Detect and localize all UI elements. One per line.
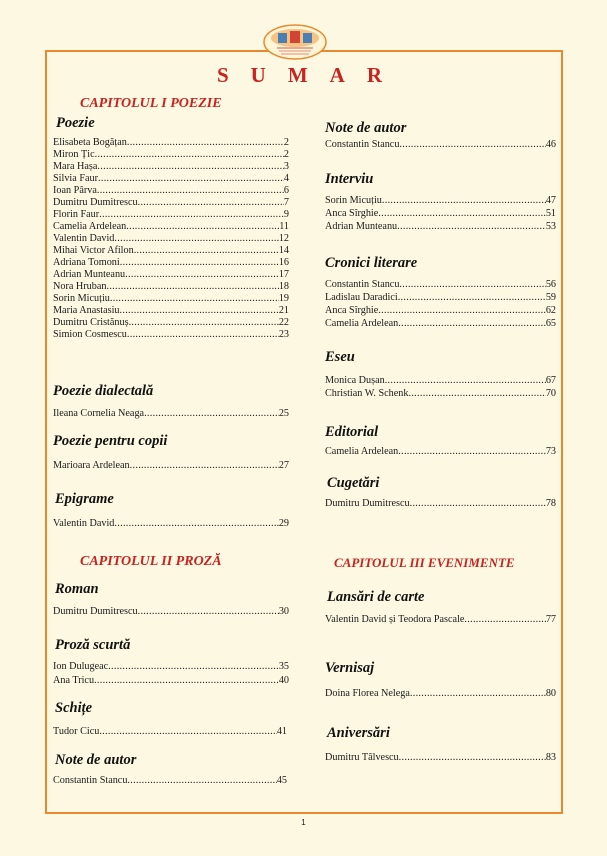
magazine-logo bbox=[263, 23, 327, 61]
author-name: Mihai Victor Afilon bbox=[53, 245, 134, 256]
page-ref: 16 bbox=[278, 257, 289, 268]
dot-leader bbox=[127, 775, 276, 787]
section-heading: Proză scurtă bbox=[55, 637, 131, 653]
toc-entry bbox=[53, 173, 289, 185]
author-name: Mara Hașa bbox=[53, 161, 98, 172]
page-ref: 6 bbox=[283, 185, 289, 196]
page-ref: 14 bbox=[278, 245, 289, 256]
toc-entry bbox=[325, 498, 556, 510]
dot-leader bbox=[130, 460, 279, 472]
page-ref: 77 bbox=[545, 614, 556, 625]
toc-entry bbox=[53, 281, 289, 293]
toc-entry bbox=[325, 221, 556, 233]
page-ref: 62 bbox=[545, 305, 556, 316]
toc-entry bbox=[325, 279, 556, 291]
author-name: Valentin David bbox=[53, 518, 115, 529]
toc-entry bbox=[325, 139, 556, 151]
toc-entry bbox=[325, 388, 556, 400]
toc-entry bbox=[325, 375, 556, 387]
dot-leader bbox=[114, 518, 278, 530]
dot-leader bbox=[95, 149, 284, 161]
author-name: Sorin Micuțiu bbox=[325, 195, 382, 206]
dot-leader bbox=[94, 675, 279, 687]
page-ref: 53 bbox=[545, 221, 556, 232]
section-heading: Note de autor bbox=[325, 120, 407, 136]
dot-leader bbox=[129, 317, 279, 329]
section-heading: Editorial bbox=[325, 424, 379, 440]
page-ref: 78 bbox=[545, 498, 556, 509]
section-heading: Cugetări bbox=[327, 475, 380, 491]
dot-leader bbox=[125, 269, 279, 281]
section-heading: Cronici literare bbox=[325, 255, 418, 271]
toc-entry bbox=[53, 317, 289, 329]
author-name: Dumitru Tâlvescu bbox=[325, 752, 399, 763]
dot-leader bbox=[399, 752, 546, 764]
toc-entry bbox=[53, 305, 289, 317]
dot-leader bbox=[97, 161, 284, 173]
toc-entry bbox=[53, 518, 289, 530]
author-name: Valentin David și Teodora Pascale bbox=[325, 614, 465, 625]
author-name: Constantin Stancu bbox=[325, 279, 400, 290]
page-ref: 17 bbox=[278, 269, 289, 280]
toc-entry bbox=[53, 775, 287, 787]
author-name: Camelia Ardelean bbox=[53, 221, 127, 232]
page-ref: 40 bbox=[278, 675, 289, 686]
page-ref: 65 bbox=[545, 318, 556, 329]
author-name: Anca Sîrghie bbox=[325, 305, 379, 316]
page-ref: 45 bbox=[276, 775, 287, 786]
toc-entry bbox=[53, 408, 289, 420]
page-ref: 2 bbox=[283, 149, 289, 160]
dot-leader bbox=[410, 498, 546, 510]
section-heading: Eseu bbox=[325, 349, 355, 365]
toc-entry bbox=[53, 257, 289, 269]
author-name: Sorin Micuțiu bbox=[53, 293, 110, 304]
page-ref: 2 bbox=[283, 137, 289, 148]
toc-entry bbox=[53, 245, 289, 257]
toc-entry bbox=[325, 305, 556, 317]
toc-entry bbox=[325, 688, 556, 700]
page-number: 1 bbox=[301, 818, 306, 827]
author-name: Adrian Munteanu bbox=[325, 221, 398, 232]
author-name: Miron Țic bbox=[53, 149, 95, 160]
dot-leader bbox=[399, 139, 545, 151]
author-name: Ladislau Daradici bbox=[325, 292, 398, 303]
author-name: Camelia Ardelean bbox=[325, 446, 399, 457]
dot-leader bbox=[385, 375, 546, 387]
page-ref: 22 bbox=[278, 317, 289, 328]
page-ref: 18 bbox=[278, 281, 289, 292]
toc-entry bbox=[53, 269, 289, 281]
author-name: Christian W. Schenk bbox=[325, 388, 409, 399]
section-heading: Poezie pentru copii bbox=[53, 433, 168, 449]
page-ref: 73 bbox=[545, 446, 556, 457]
author-name: Camelia Ardelean bbox=[325, 318, 399, 329]
author-name: Florin Faur bbox=[53, 209, 100, 220]
page-ref: 12 bbox=[278, 233, 289, 244]
author-name: Ileana Cornelia Neaga bbox=[53, 408, 145, 419]
author-name: Constantin Stancu bbox=[53, 775, 128, 786]
page-ref: 11 bbox=[279, 221, 289, 232]
toc-entry bbox=[53, 221, 289, 233]
toc-entry bbox=[53, 460, 289, 472]
page-ref: 41 bbox=[276, 726, 287, 737]
toc-entry bbox=[53, 606, 289, 618]
author-name: Tudor Cicu bbox=[53, 726, 100, 737]
toc-entry bbox=[53, 329, 289, 341]
dot-leader bbox=[382, 195, 546, 207]
page-ref: 19 bbox=[278, 293, 289, 304]
dot-leader bbox=[126, 221, 279, 233]
dot-leader bbox=[110, 293, 279, 305]
author-name: Constantin Stancu bbox=[325, 139, 400, 150]
author-name: Dumitru Dumitrescu bbox=[53, 606, 138, 617]
dot-leader bbox=[127, 329, 279, 341]
author-name: Adrian Munteanu bbox=[53, 269, 126, 280]
dot-leader bbox=[99, 726, 276, 738]
author-name: Nora Hruban bbox=[53, 281, 107, 292]
page-ref: 4 bbox=[283, 173, 289, 184]
page-ref: 83 bbox=[545, 752, 556, 763]
author-name: Marioara Ardelean bbox=[53, 460, 130, 471]
author-name: Adriana Tomoni bbox=[53, 257, 120, 268]
toc-entry bbox=[53, 161, 289, 173]
author-name: Dumitru Dumitrescu bbox=[325, 498, 410, 509]
dot-leader bbox=[108, 661, 279, 673]
toc-entry bbox=[53, 209, 289, 221]
page-ref: 59 bbox=[545, 292, 556, 303]
toc-entry bbox=[325, 292, 556, 304]
dot-leader bbox=[408, 388, 545, 400]
section-heading: Interviu bbox=[325, 171, 374, 187]
toc-entry bbox=[53, 726, 287, 738]
author-name: Simion Cosmescu bbox=[53, 329, 127, 340]
dot-leader bbox=[397, 221, 546, 233]
dot-leader bbox=[114, 233, 278, 245]
page-title: SUMAR bbox=[217, 63, 404, 87]
chapter-heading: CAPITOLUL I POEZIE bbox=[80, 96, 222, 111]
dot-leader bbox=[399, 279, 545, 291]
page-ref: 56 bbox=[545, 279, 556, 290]
dot-leader bbox=[120, 305, 279, 317]
author-name: Dumitru Cristănuș bbox=[53, 317, 129, 328]
section-heading: Schițe bbox=[55, 700, 93, 716]
toc-entry bbox=[53, 149, 289, 161]
dot-leader bbox=[138, 606, 279, 618]
dot-leader bbox=[97, 185, 284, 197]
dot-leader bbox=[398, 318, 546, 330]
page-ref: 21 bbox=[278, 305, 289, 316]
author-name: Ioan Pârva bbox=[53, 185, 97, 196]
page-ref: 9 bbox=[283, 209, 289, 220]
author-name: Ion Dulugeac bbox=[53, 661, 109, 672]
toc-entry bbox=[325, 318, 556, 330]
toc-entry bbox=[53, 233, 289, 245]
author-name: Elisabeta Bogățan bbox=[53, 137, 127, 148]
section-heading: Aniversări bbox=[327, 725, 390, 741]
page-ref: 47 bbox=[545, 195, 556, 206]
chapter-heading: CAPITOLUL III EVENIMENTE bbox=[334, 555, 515, 570]
page-ref: 80 bbox=[545, 688, 556, 699]
toc-entry bbox=[53, 185, 289, 197]
dot-leader bbox=[120, 257, 279, 269]
toc-entry bbox=[53, 197, 289, 209]
toc-entry bbox=[325, 195, 556, 207]
author-name: Silvia Faur bbox=[53, 173, 98, 184]
dot-leader bbox=[127, 137, 284, 149]
page-ref: 30 bbox=[278, 606, 289, 617]
section-heading: Lansări de carte bbox=[327, 589, 425, 605]
dot-leader bbox=[398, 292, 546, 304]
section-heading: Vernisaj bbox=[325, 660, 375, 676]
section-heading: Poezie dialectală bbox=[53, 383, 154, 399]
toc-entry bbox=[53, 293, 289, 305]
author-name: Valentin David bbox=[53, 233, 115, 244]
page-ref: 46 bbox=[545, 139, 556, 150]
dot-leader bbox=[410, 688, 546, 700]
section-heading: Roman bbox=[55, 581, 99, 597]
toc-entry bbox=[325, 208, 556, 220]
author-name: Anca Sîrghie bbox=[325, 208, 379, 219]
dot-leader bbox=[134, 245, 279, 257]
dot-leader bbox=[398, 446, 546, 458]
page-ref: 51 bbox=[545, 208, 556, 219]
page-ref: 70 bbox=[545, 388, 556, 399]
toc-entry bbox=[325, 752, 556, 764]
dot-leader bbox=[378, 208, 546, 220]
page-ref: 27 bbox=[278, 460, 289, 471]
section-heading: Note de autor bbox=[55, 752, 137, 768]
dot-leader bbox=[138, 197, 284, 209]
author-name: Doina Florea Nelega bbox=[325, 688, 410, 699]
dot-leader bbox=[99, 209, 284, 221]
toc-entry bbox=[53, 675, 289, 687]
author-name: Maria Anastasiu bbox=[53, 305, 120, 316]
dot-leader bbox=[98, 173, 284, 185]
toc-entry bbox=[325, 614, 556, 626]
toc-entry bbox=[325, 446, 556, 458]
page-ref: 35 bbox=[278, 661, 289, 672]
page-ref: 3 bbox=[283, 161, 289, 172]
toc-entry bbox=[53, 661, 289, 673]
page-ref: 23 bbox=[278, 329, 289, 340]
page-ref: 67 bbox=[545, 375, 556, 386]
section-heading: Poezie bbox=[56, 115, 95, 131]
dot-leader bbox=[378, 305, 546, 317]
author-name: Dumitru Dumitrescu bbox=[53, 197, 138, 208]
dot-leader bbox=[464, 614, 545, 626]
chapter-heading: CAPITOLUL II PROZĂ bbox=[80, 554, 222, 569]
page-ref: 7 bbox=[283, 197, 289, 208]
author-name: Monica Dușan bbox=[325, 375, 385, 386]
author-name: Ana Tricu bbox=[53, 675, 95, 686]
section-heading: Epigrame bbox=[55, 491, 114, 507]
page-ref: 29 bbox=[278, 518, 289, 529]
dot-leader bbox=[144, 408, 279, 420]
dot-leader bbox=[106, 281, 278, 293]
toc-entry bbox=[53, 137, 289, 149]
page-ref: 25 bbox=[278, 408, 289, 419]
